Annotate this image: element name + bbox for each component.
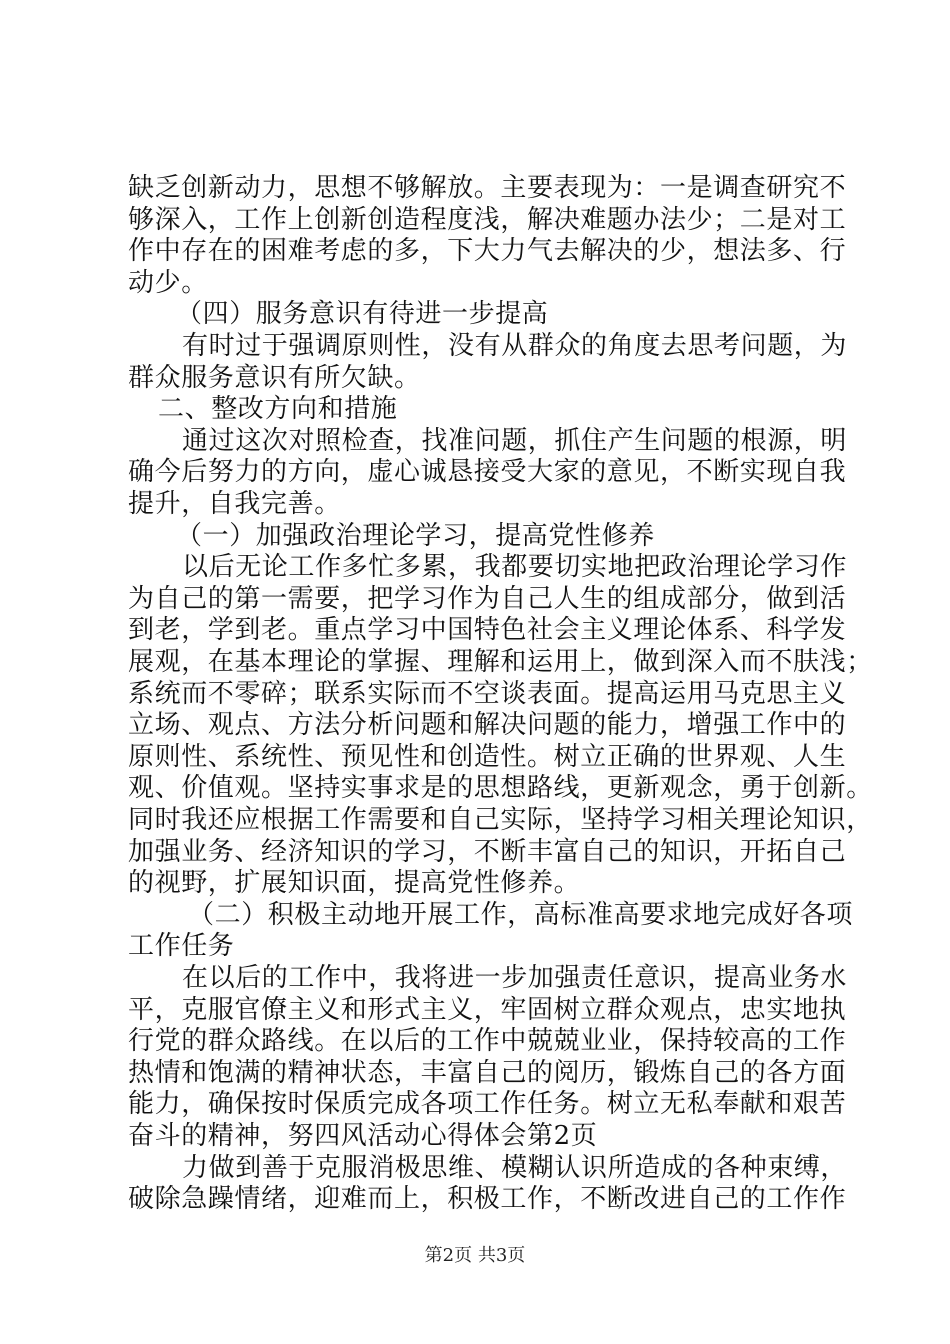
body-line: 原则性、系统性、预见性和创造性。树立正确的世界观、人生 (128, 741, 847, 772)
body-line: 立场、观点、方法分析问题和解决问题的能力，增强工作中的 (128, 710, 847, 741)
body-line: 确今后努力的方向，虚心诚恳接受大家的意见，不断实现自我 (128, 457, 847, 488)
body-line: 系统而不零碎；联系实际而不空谈表面。提高运用马克思主义 (128, 678, 847, 709)
body-line: 奋斗的精神，努四风活动心得体会第2页 (128, 1121, 598, 1151)
body-line: 有时过于强调原则性，没有从群众的角度去思考问题，为 (182, 331, 848, 361)
body-line: 到老，学到老。重点学习中国特色社会主义理论体系、科学发 (128, 615, 847, 646)
body-line: 能力，确保按时保质完成各项工作任务。树立无私奉献和艰苦 (128, 1089, 847, 1120)
body-line: 破除急躁情绪，迎难而上，积极工作，不断改进自己的工作作 (128, 1184, 847, 1215)
section-heading: （二）积极主动地开展工作，高标准高要求地完成好各项 (188, 899, 854, 930)
body-line: 通过这次对照检查，找准问题，抓住产生问题的根源，明 (182, 425, 848, 456)
body-line: 观、价值观。坚持实事求是的思想路线，更新观念，勇于创新。 (128, 773, 873, 804)
body-line: 同时我还应根据工作需要和自己实际，坚持学习相关理论知识， (128, 805, 873, 835)
body-line: 缺乏创新动力，思想不够解放。主要表现为：一是调查研究不 (128, 173, 847, 203)
body-line: 力做到善于克服消极思维、模糊认识所造成的各种束缚， (182, 1152, 848, 1183)
body-line: 够深入，工作上创新创造程度浅，解决难题办法少；二是对工 (128, 204, 847, 235)
section-heading: （一）加强政治理论学习，提高党性修养 (176, 520, 655, 551)
page-footer: 第2页 共3页 (424, 1245, 526, 1266)
section-heading-continued: 工作任务 (128, 931, 235, 962)
body-line: 动少。 (128, 267, 208, 298)
body-line: 为自己的第一需要，把学习作为自己人生的组成部分，做到活 (128, 583, 847, 614)
section-heading: 二、整改方向和措施 (158, 394, 398, 425)
body-line: 平，克服官僚主义和形式主义，牢固树立群众观点，忠实地执 (128, 994, 847, 1025)
body-line: 的视野，扩展知识面，提高党性修养。 (128, 868, 581, 899)
body-line: 热情和饱满的精神状态，丰富自己的阅历，锻炼自己的各方面 (128, 1057, 847, 1088)
body-line: 在以后的工作中，我将进一步加强责任意识，提高业务水 (182, 963, 848, 993)
body-line: 作中存在的困难考虑的多，下大力气去解决的少，想法多、行 (128, 236, 847, 267)
body-line: 群众服务意识有所欠缺。 (128, 362, 421, 393)
body-line: 展观，在基本理论的掌握、理解和运用上，做到深入而不肤浅； (128, 647, 873, 677)
body-line: 行党的群众路线。在以后的工作中兢兢业业，保持较高的工作 (128, 1026, 847, 1057)
section-heading: （四）服务意识有待进一步提高 (176, 299, 549, 330)
body-line: 提升，自我完善。 (128, 489, 341, 519)
body-line: 以后无论工作多忙多累，我都要切实地把政治理论学习作 (182, 552, 848, 583)
body-line: 加强业务、经济知识的学习，不断丰富自己的知识，开拓自己 (128, 836, 847, 867)
